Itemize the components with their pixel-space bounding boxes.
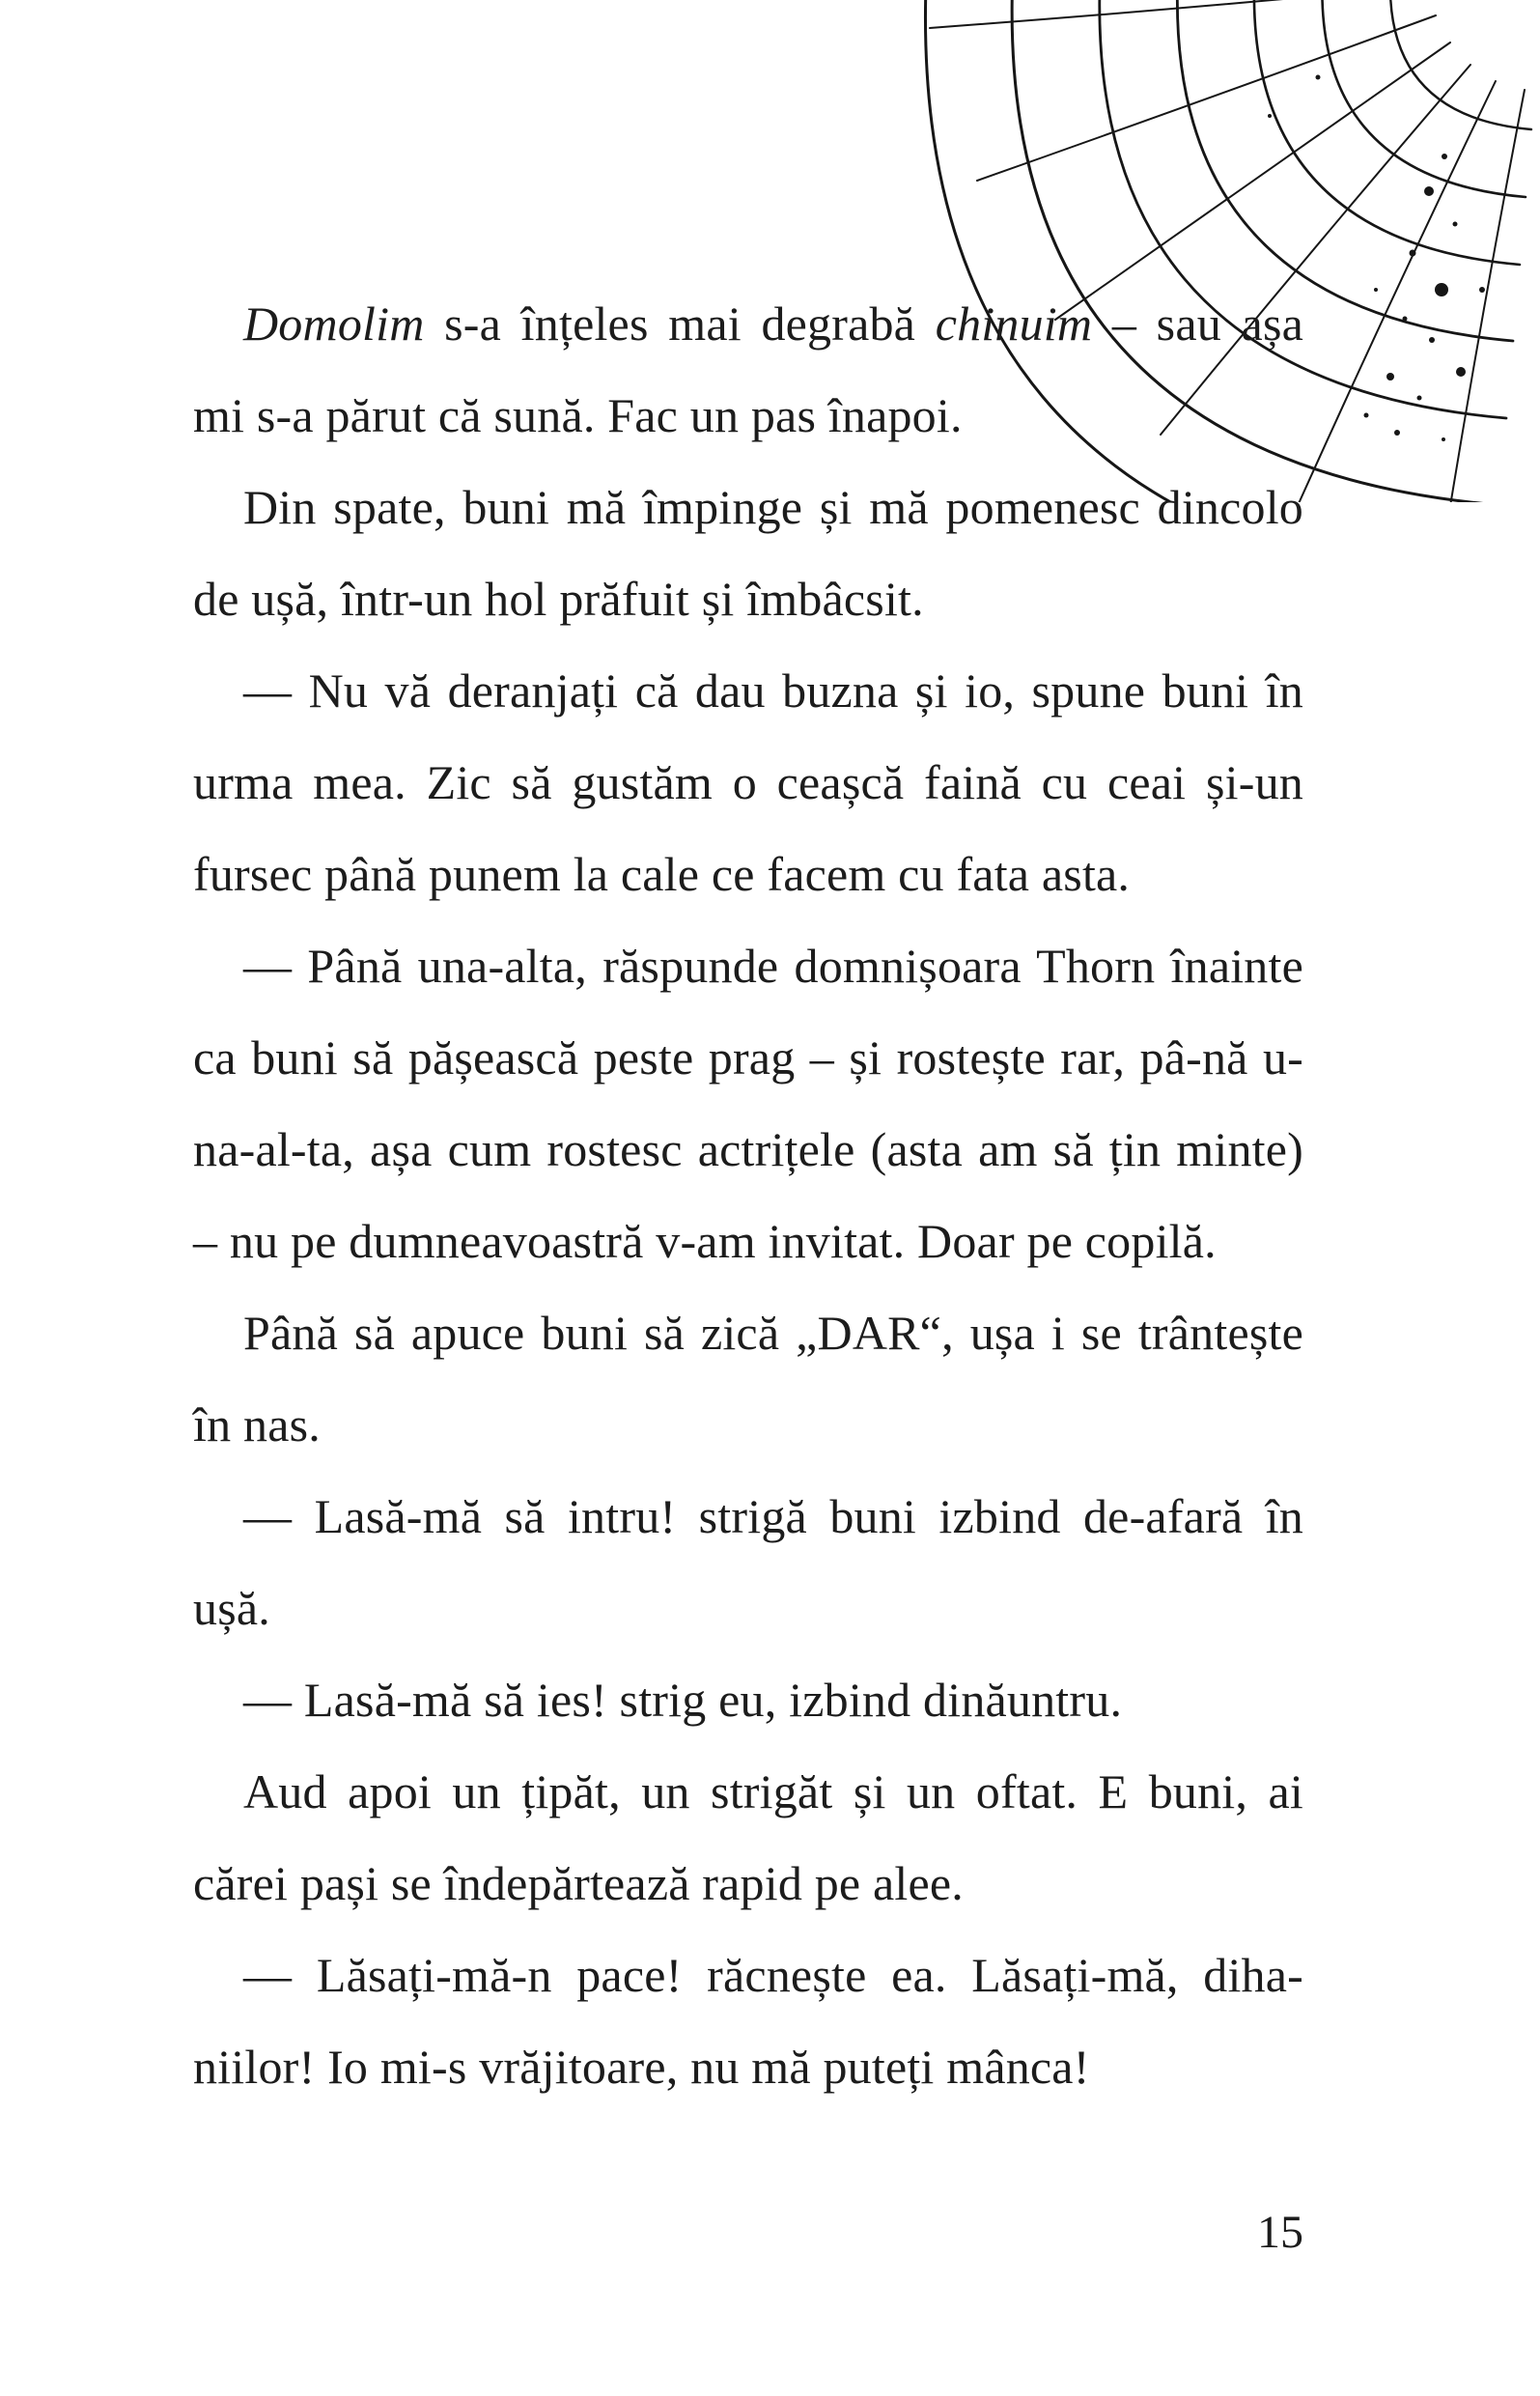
text-run: — Lăsați-mă-n pace! răcnește ea. Lăsați-mă, diha-niilor! Io mi-s vrăjitoare, nu mă puteți mânca! <box>193 1948 1303 2094</box>
text-run: — Lasă-mă să ies! strig eu, izbind dinăuntru. <box>243 1673 1123 1727</box>
paragraph <box>193 1930 1303 2113</box>
paragraph <box>193 645 1303 920</box>
text-run: — Până una-alta, răspunde domnișoara Thorn înainte ca buni să pășească peste prag – și rostește rar, pâ-nă u-na-al-ta, așa cum rostesc actrițele (asta am să țin minte) – nu pe dumneavoastră v-am invitat. Doar pe copilă. <box>193 939 1303 1268</box>
text-run: s-a înțeles mai degrabă <box>424 296 936 351</box>
paragraph <box>193 920 1303 1287</box>
text-run: Până să apuce buni să zică „DAR“, ușa i se trântește în nas. <box>193 1306 1303 1452</box>
text-block <box>193 278 1303 2113</box>
text-run: — Lasă-mă să intru! strigă buni izbind de-afară în ușă. <box>193 1489 1303 1635</box>
text-run: Din spate, buni mă împinge și mă pomenesc dincolo de ușă, într-un hol prăfuit și îmbâcsit. <box>193 480 1303 626</box>
italic-word: Domolim <box>243 296 425 351</box>
paragraph <box>193 1471 1303 1654</box>
text-run: – sau așa mi s-a părut că sună. Fac un pas înapoi. <box>193 296 1303 442</box>
paragraph <box>193 1746 1303 1930</box>
page-number: 15 <box>1257 2207 1303 2258</box>
paragraph <box>193 278 1303 462</box>
text-run: — Nu vă deranjați că dau buzna și io, spune buni în urma mea. Zic să gustăm o ceașcă faină cu ceai și-un fursec până punem la cale ce facem cu fata asta. <box>193 663 1303 901</box>
paragraph <box>193 1654 1303 1746</box>
paragraph <box>193 462 1303 645</box>
italic-word: chinuim <box>935 296 1093 351</box>
text-run: Aud apoi un țipăt, un strigăt și un oftat. E buni, ai cărei pași se îndepărtează rapid pe alee. <box>193 1764 1303 1910</box>
paragraph <box>193 1287 1303 1471</box>
